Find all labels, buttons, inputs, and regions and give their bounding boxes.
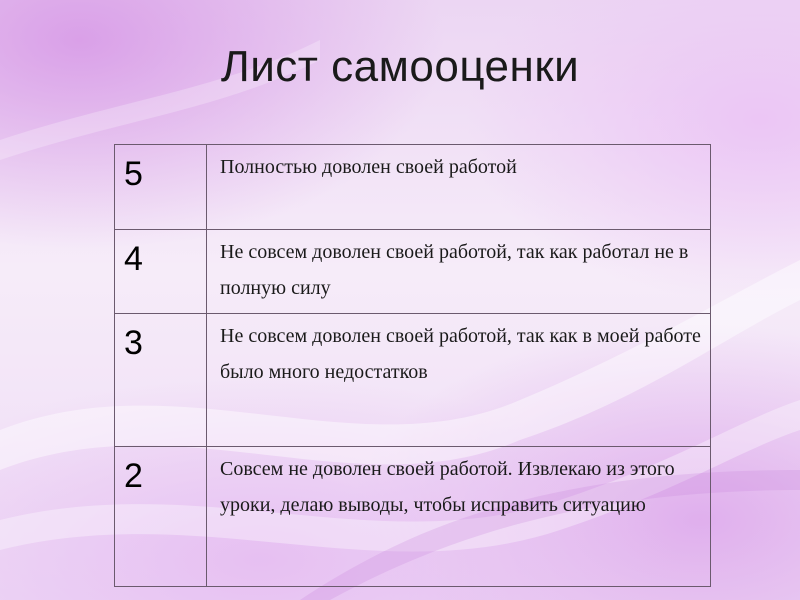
description-cell: Не совсем доволен своей работой, так как работал не в полную силу [207,230,711,314]
table-row [115,314,711,447]
description-cell: Полностью доволен своей работой [207,145,711,230]
grade-cell: 2 [115,447,207,587]
grade-cell: 5 [115,145,207,230]
table-row [115,447,711,587]
table-row [115,230,711,314]
grade-cell: 4 [115,230,207,314]
description-cell: Не совсем доволен своей работой, так как в моей работе было много недостатков [207,314,711,447]
slide-title: Лист самооценки [220,42,580,91]
description-cell: Совсем не доволен своей работой. Извлекаю из этого уроки, делаю выводы, чтобы исправить ситуацию [207,447,711,587]
table-row [115,145,711,230]
grade-cell: 3 [115,314,207,447]
self-assessment-table [114,144,711,587]
